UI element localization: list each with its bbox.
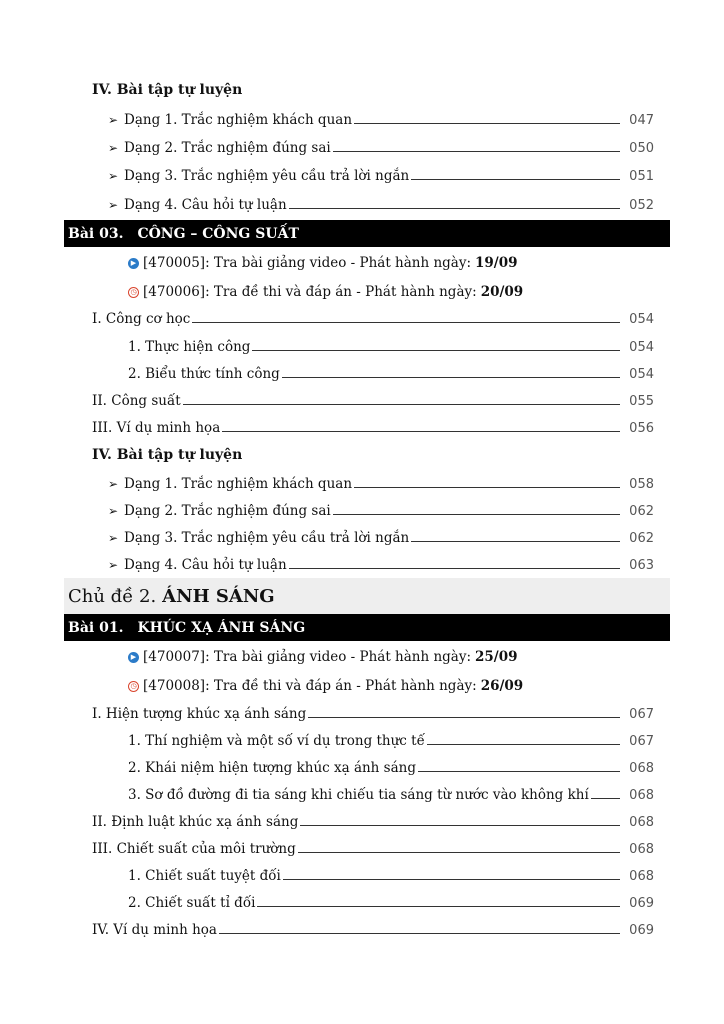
exam-resource[interactable] (128, 284, 523, 300)
exam-release-date: 20/09 (480, 284, 524, 300)
video-resource[interactable] (128, 649, 518, 665)
video-release-date: 25/09 (475, 649, 518, 665)
video-resource-text: [470005]: Tra bài giảng video - Phát hành ngày: (143, 255, 472, 271)
toc-entry-label: Dạng 4. Câu hỏi tự luận (124, 197, 287, 213)
dot-leader (257, 895, 620, 907)
toc-entry[interactable] (108, 112, 654, 128)
arrow-bullet-icon: ➢ (108, 531, 119, 545)
toc-entry-page: 056 (629, 421, 654, 436)
toc-entry-label: I. Công cơ học (92, 311, 191, 327)
toc-entry-page: 063 (629, 558, 654, 573)
toc-entry[interactable] (128, 366, 654, 382)
toc-entry-page: 062 (629, 531, 654, 546)
toc-entry-page: 068 (629, 815, 654, 830)
video-resource[interactable] (128, 255, 518, 271)
toc-entry-label: 1. Chiết suất tuyệt đối (128, 868, 281, 884)
toc-entry-label: 2. Khái niệm hiện tượng khúc xạ ánh sáng (128, 760, 416, 776)
toc-entry-label: II. Định luật khúc xạ ánh sáng (92, 814, 299, 830)
toc-entry-label: III. Chiết suất của môi trường (92, 841, 296, 857)
toc-entry[interactable] (128, 760, 654, 776)
toc-entry-label: III. Ví dụ minh họa (92, 420, 221, 436)
toc-entry[interactable] (108, 140, 654, 156)
toc-entry-page: 054 (629, 367, 654, 382)
section-heading: IV. Bài tập tự luyện (92, 447, 243, 463)
toc-entry[interactable] (108, 530, 654, 546)
toc-entry-page: 067 (629, 734, 654, 749)
toc-entry[interactable] (128, 733, 654, 749)
topic-heading (64, 578, 670, 614)
toc-entry-label: Dạng 4. Câu hỏi tự luận (124, 557, 287, 573)
dot-leader (289, 557, 620, 569)
dot-leader (298, 841, 620, 853)
toc-entry-page: 047 (629, 113, 654, 128)
toc-entry[interactable] (128, 895, 654, 911)
toc-entry[interactable] (92, 814, 654, 830)
toc-entry-page: 052 (629, 198, 654, 213)
toc-entry-page: 068 (629, 842, 654, 857)
dot-leader (354, 476, 620, 488)
exam-release-date: 26/09 (480, 678, 524, 694)
arrow-bullet-icon: ➢ (108, 198, 119, 212)
lesson-code: Bài 03. (68, 225, 124, 242)
toc-entry-label: 3. Sơ đồ đường đi tia sáng khi chiếu tia sáng từ nước vào không khí (128, 787, 589, 803)
video-resource-text: [470007]: Tra bài giảng video - Phát hành ngày: (143, 649, 472, 665)
dot-leader (354, 112, 620, 124)
toc-entry[interactable] (92, 922, 654, 938)
arrow-bullet-icon: ➢ (108, 477, 119, 491)
toc-entry[interactable] (108, 197, 654, 213)
toc-entry-page: 054 (629, 340, 654, 355)
dot-leader (289, 197, 620, 209)
dot-leader (418, 760, 620, 772)
dot-leader (219, 922, 620, 934)
toc-entry-label: 2. Chiết suất tỉ đối (128, 895, 256, 911)
toc-entry-page: 069 (629, 896, 654, 911)
toc-entry-label: 1. Thực hiện công (128, 339, 251, 355)
clock-exam-icon: ◷ (128, 681, 139, 692)
toc-entry-page: 054 (629, 312, 654, 327)
dot-leader (283, 868, 620, 880)
lesson-banner (64, 220, 670, 247)
exam-resource-text: [470008]: Tra đề thi và đáp án - Phát hành ngày: (143, 678, 477, 694)
toc-entry[interactable] (108, 168, 654, 184)
dot-leader (192, 311, 620, 323)
lesson-title: KHÚC XẠ ÁNH SÁNG (137, 619, 306, 636)
toc-entry-page: 050 (629, 141, 654, 156)
toc-entry-page: 051 (629, 169, 654, 184)
toc-entry-label: Dạng 1. Trắc nghiệm khách quan (124, 476, 353, 492)
toc-entry-page: 067 (629, 707, 654, 722)
toc-entry-page: 058 (629, 477, 654, 492)
lesson-title: CÔNG – CÔNG SUẤT (137, 225, 299, 242)
toc-entry-label: Dạng 1. Trắc nghiệm khách quan (124, 112, 353, 128)
toc-entry-label: Dạng 3. Trắc nghiệm yêu cầu trả lời ngắn (124, 530, 410, 546)
dot-leader (591, 787, 620, 799)
toc-entry-page: 062 (629, 504, 654, 519)
toc-entry-label: 1. Thí nghiệm và một số ví dụ trong thực tế (128, 733, 425, 749)
toc-entry-label: II. Công suất (92, 393, 181, 409)
lesson-banner (64, 614, 670, 641)
toc-entry-page: 068 (629, 761, 654, 776)
toc-entry[interactable] (128, 868, 654, 884)
topic-title: ÁNH SÁNG (162, 585, 275, 607)
topic-prefix: Chủ đề 2. (68, 585, 157, 607)
lesson-code: Bài 01. (68, 619, 124, 636)
dot-leader (411, 530, 620, 542)
arrow-bullet-icon: ➢ (108, 558, 119, 572)
dot-leader (183, 393, 620, 405)
toc-entry[interactable] (92, 841, 654, 857)
play-video-icon: ▶ (128, 652, 139, 663)
exam-resource-text: [470006]: Tra đề thi và đáp án - Phát hành ngày: (143, 284, 477, 300)
dot-leader (427, 733, 620, 745)
dot-leader (333, 140, 620, 152)
dot-leader (252, 339, 620, 351)
toc-entry-label: Dạng 2. Trắc nghiệm đúng sai (124, 503, 331, 519)
arrow-bullet-icon: ➢ (108, 504, 119, 518)
toc-entry-page: 068 (629, 869, 654, 884)
section-heading: IV. Bài tập tự luyện (92, 82, 243, 98)
toc-entry[interactable] (108, 503, 654, 519)
toc-entry[interactable] (128, 787, 654, 803)
toc-entry[interactable] (92, 420, 654, 436)
clock-exam-icon: ◷ (128, 287, 139, 298)
toc-entry[interactable] (92, 706, 654, 722)
dot-leader (411, 168, 620, 180)
dot-leader (282, 366, 620, 378)
toc-entry-label: 2. Biểu thức tính công (128, 366, 280, 382)
toc-entry-label: IV. Ví dụ minh họa (92, 922, 217, 938)
exam-resource[interactable] (128, 678, 523, 694)
arrow-bullet-icon: ➢ (108, 141, 119, 155)
toc-entry[interactable] (108, 557, 654, 573)
play-video-icon: ▶ (128, 258, 139, 269)
toc-entry[interactable] (128, 339, 654, 355)
toc-entry[interactable] (92, 393, 654, 409)
arrow-bullet-icon: ➢ (108, 113, 119, 127)
dot-leader (308, 706, 620, 718)
dot-leader (333, 503, 620, 515)
toc-entry-page: 055 (629, 394, 654, 409)
toc-entry-label: I. Hiện tượng khúc xạ ánh sáng (92, 706, 307, 722)
toc-entry[interactable] (92, 311, 654, 327)
toc-entry-label: Dạng 3. Trắc nghiệm yêu cầu trả lời ngắn (124, 168, 410, 184)
video-release-date: 19/09 (475, 255, 518, 271)
toc-entry-page: 069 (629, 923, 654, 938)
dot-leader (300, 814, 620, 826)
dot-leader (222, 420, 620, 432)
toc-entry-label: Dạng 2. Trắc nghiệm đúng sai (124, 140, 331, 156)
toc-entry[interactable] (108, 476, 654, 492)
toc-entry-page: 068 (629, 788, 654, 803)
arrow-bullet-icon: ➢ (108, 169, 119, 183)
